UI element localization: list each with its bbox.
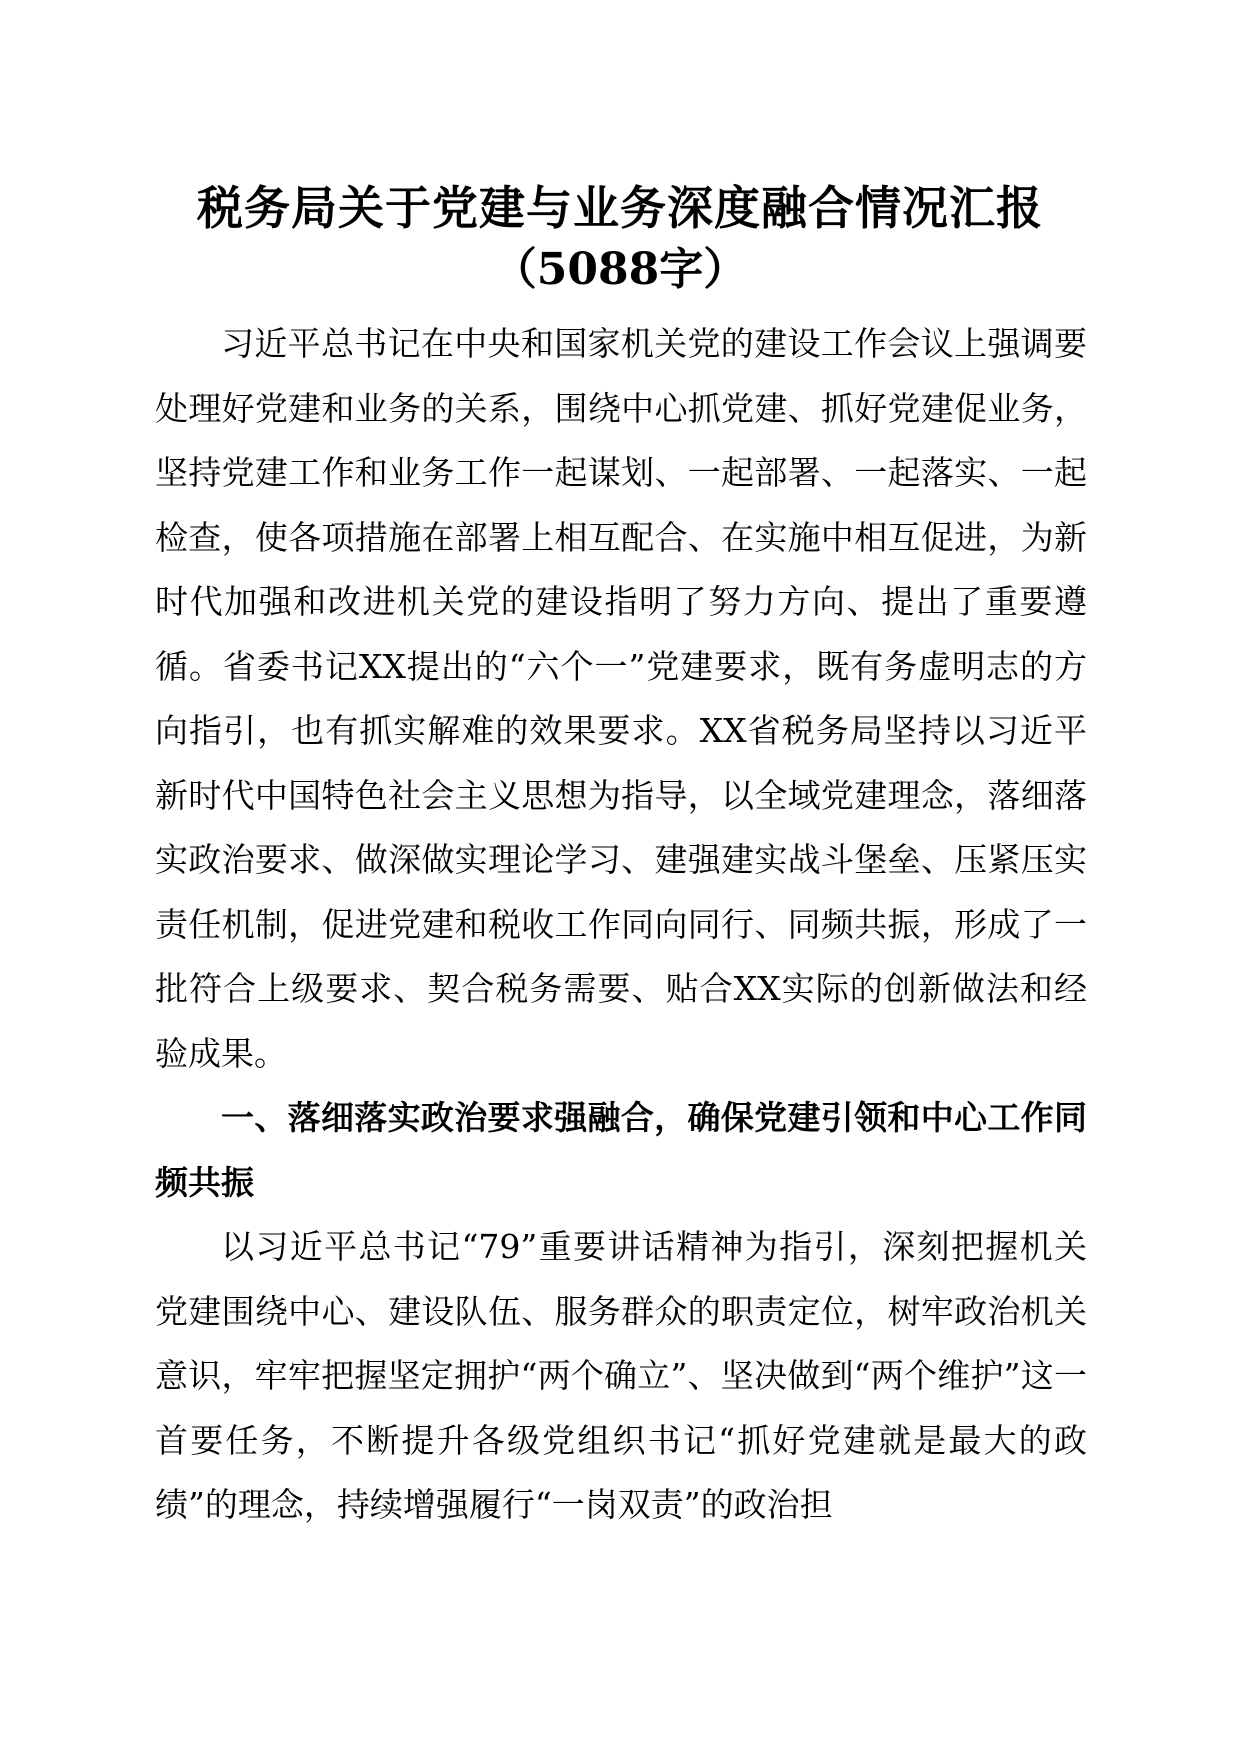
intro-paragraph: 习近平总书记在中央和国家机关党的建设工作会议上强调要处理好党建和业务的关系，围绕中心抓党建、抓好党建促业务，坚持党建工作和业务工作一起谋划、一起部署、一起落实、一起检查，使各项措施在部署上相互配合、在实施中相互促进，为新时代加强和改进机关党的建设指明了努力方向、提出了重要遵循。省委书记XX提出的“六个一”党建要求，既有务虚明志的方向指引，也有抓实解难的效果要求。XX省税务局坚持以习近平新时代中国特色社会主义思想为指导，以全域党建理念，落细落实政治要求、做深做实理论学习、建强建实战斗堡垒、压紧压实责任机制，促进党建和税收工作同向同行、同频共振，形成了一批符合上级要求、契合税务需要、贴合XX实际的创新做法和经验成果。 — [155, 324, 1087, 1073]
document-title: 税务局关于党建与业务深度融合情况汇报 — [197, 181, 1043, 235]
document-body — [155, 312, 1087, 1538]
section-heading: 一、落细落实政治要求强融合，确保党建引领和中心工作同频共振 — [155, 1098, 1087, 1202]
title-block — [100, 178, 1140, 302]
word-count: （5088字） — [492, 244, 748, 295]
section-paragraph: 以习近平总书记“79”重要讲话精神为指引，深刻把握机关党建围绕中心、建设队伍、服务群众的职责定位，树牢政治机关意识，牢牢把握坚定拥护“两个确立”、坚决做到“两个维护”这一首要任务，不断提升各级党组织书记“抓好党建就是最大的政绩”的理念，持续增强履行“一岗双责”的政治担 — [155, 1227, 1087, 1524]
